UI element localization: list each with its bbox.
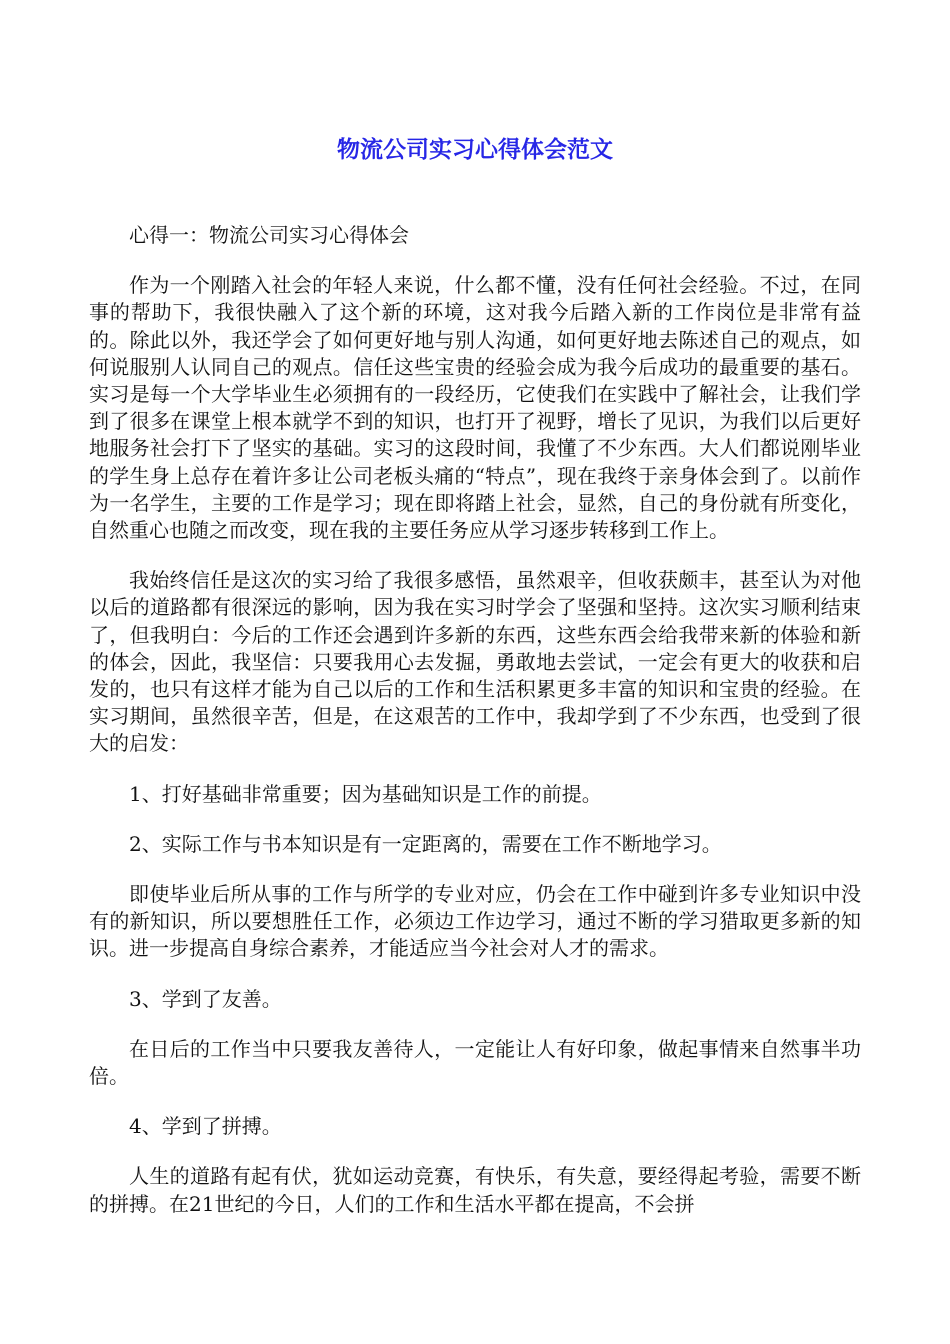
- body-paragraph: 在日后的工作当中只要我友善待人，一定能让人有好印象，做起事情来自然事半功倍。: [89, 1036, 861, 1089]
- body-paragraph: 即使毕业后所从事的工作与所学的专业对应，仍会在工作中碰到许多专业知识中没有的新知识，所以要想胜任工作，必须边工作边学习，通过不断的学习猎取更多新的知识。进一步提高自身综合素养，才能适应当今社会对人才的需求。: [89, 882, 861, 961]
- body-paragraph: 人生的道路有起有伏，犹如运动竞赛，有快乐，有失意，要经得起考验，需要不断的拼搏。在21世纪的今日，人们的工作和生活水平都在提高，不会拼: [89, 1164, 861, 1216]
- list-item: 1、打好基础非常重要；因为基础知识是工作的前提。: [129, 781, 602, 806]
- body-paragraph: 我始终信任是这次的实习给了我很多感悟，虽然艰辛，但收获颇丰，甚至认为对他以后的道路都有很深远的影响，因为我在实习时学会了坚强和坚持。这次实习顺利结束了，但我明白：今后的工作还会遇到许多新的东西，这些东西会给我带来新的体验和新的体会，因此，我坚信：只要我用心去发掘，勇敢地去尝试，一定会有更大的收获和启发的，也只有这样才能为自己以后的工作和生活积累更多丰富的知识和宝贵的经验。在实习期间，虽然很辛苦，但是，在这艰苦的工作中，我却学到了不少东西，也受到了很大的启发：: [89, 568, 861, 756]
- list-item: 2、实际工作与书本知识是有一定距离的，需要在工作不断地学习。: [129, 831, 722, 856]
- list-item: 4、学到了拼搏。: [129, 1114, 282, 1139]
- section-heading: 心得一：物流公司实习心得体会: [129, 223, 409, 247]
- document-title: 物流公司实习心得体会范文: [337, 137, 613, 163]
- body-paragraph: 作为一个刚踏入社会的年轻人来说，什么都不懂，没有任何社会经验。不过，在同事的帮助下，我很快融入了这个新的环境，这对我今后踏入新的工作岗位是非常有益的。除此以外，我还学会了如何更好地与别人沟通，如何更好地去陈述自己的观点，如何说服别人认同自己的观点。信任这些宝贵的经验会成为我今后成功的最重要的基石。实习是每一个大学毕业生必须拥有的一段经历，它使我们在实践中了解社会，让我们学到了很多在课堂上根本就学不到的知识，也打开了视野，增长了见识，为我们以后更好地服务社会打下了坚实的基础。实习的这段时间，我懂了不少东西。大人们都说刚毕业的学生身上总存在着许多让公司老板头痛的“特点”，现在我终于亲身体会到了。以前作为一名学生，主要的工作是学习；现在即将踏上社会，显然，自己的身份就有所变化，自然重心也随之而改变，现在我的主要任务应从学习逐步转移到工作上。: [89, 273, 861, 543]
- list-item: 3、学到了友善。: [129, 986, 282, 1011]
- document-body: [89, 222, 861, 1241]
